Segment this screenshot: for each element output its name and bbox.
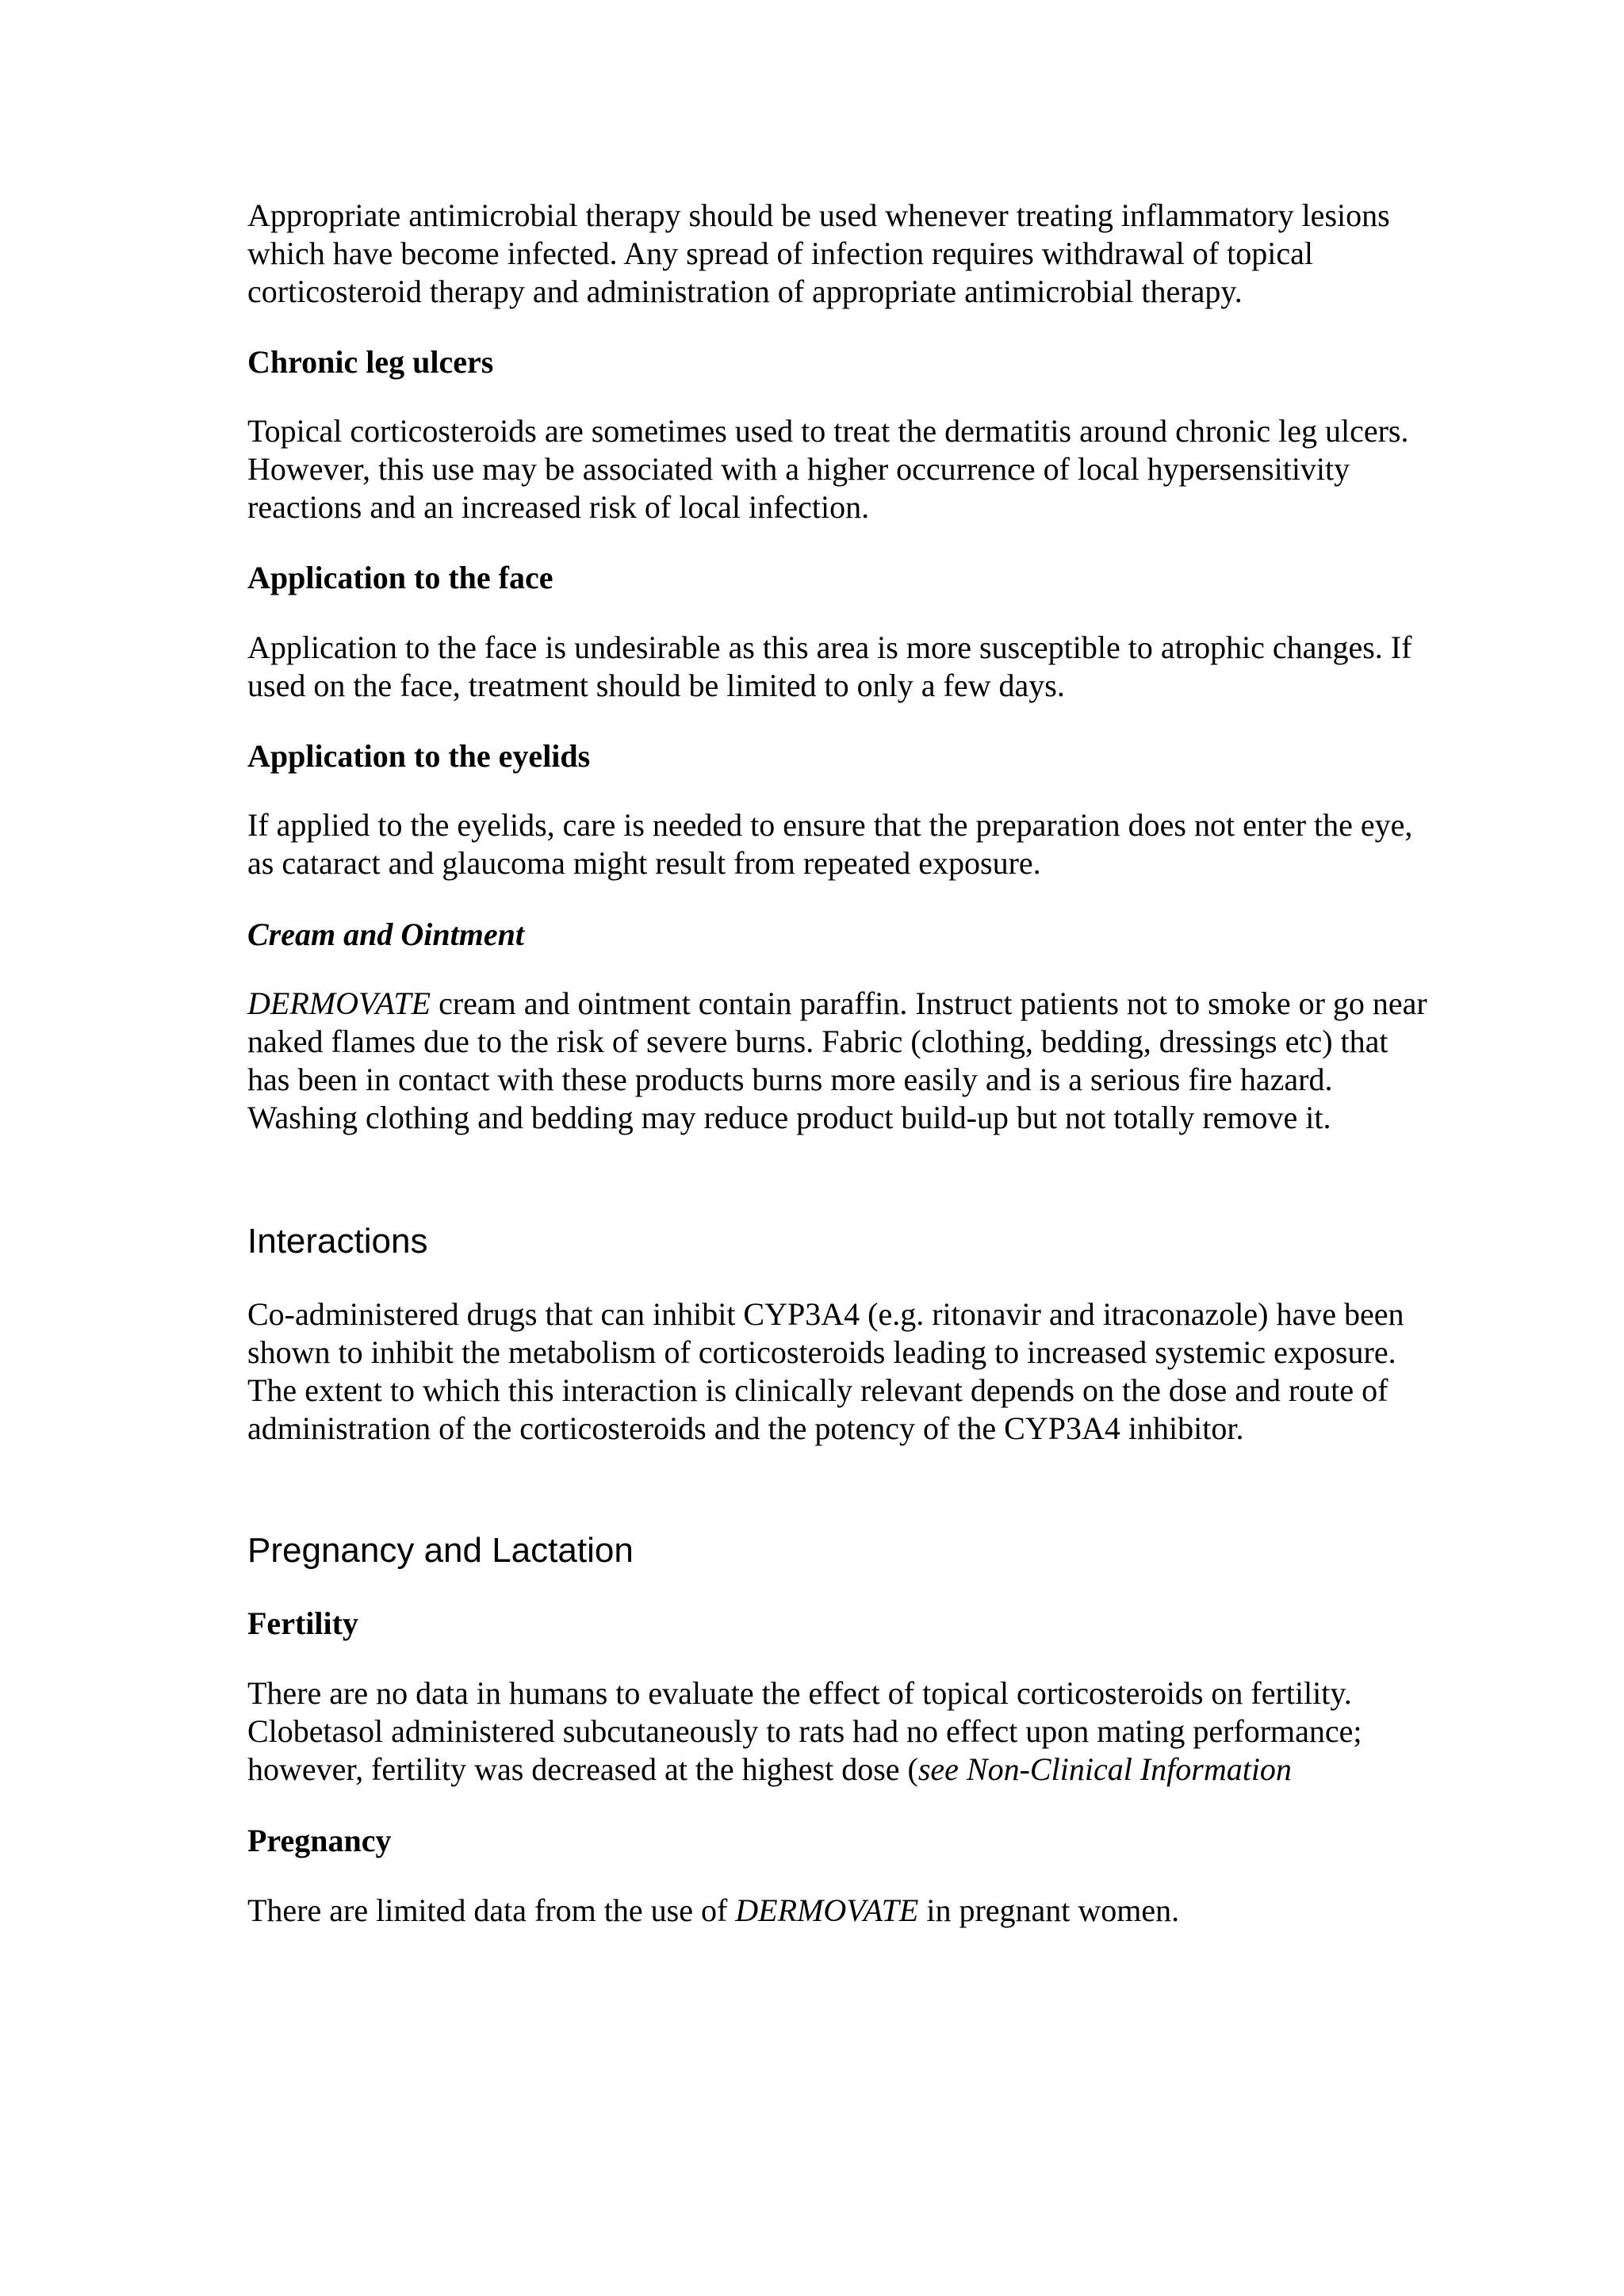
cross-reference: see Non-Clinical Information [917, 1751, 1292, 1787]
brand-name: DERMOVATE [735, 1892, 919, 1928]
paragraph-text: in pregnant women. [918, 1892, 1180, 1928]
paragraph-cream-ointment [247, 985, 1437, 1137]
paragraph-text: There are limited data from the use of [247, 1892, 736, 1928]
paragraph-chronic-leg-ulcers: Topical corticosteroids are sometimes used to treat the dermatitis around chronic leg ulcers. However, this use may be associated with a higher occurrence of local hypersensitivity reactions and an increased risk of local infection. [247, 413, 1409, 525]
paragraph-application-face: Application to the face is undesirable as this area is more susceptible to atrophic changes. If used on the face, treatment should be limited to only a few days. [247, 629, 1412, 703]
paragraph-antimicrobial-therapy: Appropriate antimicrobial therapy should be used whenever treating inflammatory lesions which have become infected. Any spread of infection requires withdrawal of topical corticosteroid therapy and administration of appropriate antimicrobial therapy. [247, 197, 1390, 309]
brand-name: DERMOVATE [247, 985, 431, 1021]
subheading-application-eyelids: Application to the eyelids [247, 738, 591, 774]
paragraph-interactions: Co-administered drugs that can inhibit CYP3A4 (e.g. ritonavir and itraconazole) have been shown to inhibit the metabolism of corticosteroids leading to increased systemic exposure. The extent to which this interaction is clinically relevant depends on the dose and route of administration of the corticosteroids and the potency of the CYP3A4 inhibitor. [247, 1296, 1404, 1446]
subheading-fertility: Fertility [247, 1605, 358, 1641]
paragraph-pregnancy [247, 1892, 1437, 1930]
paragraph-text: There are no data in humans to evaluate the effect of topical corticosteroids on fertility. Clobetasol administered subcutaneously to rats had no effect upon mating performance; however, fertility was decreased at the highest dose ( [247, 1675, 1362, 1787]
subheading-pregnancy: Pregnancy [247, 1823, 392, 1858]
section-heading-pregnancy-lactation: Pregnancy and Lactation [247, 1531, 634, 1570]
subheading-application-face: Application to the face [247, 560, 553, 595]
subheading-chronic-leg-ulcers: Chronic leg ulcers [247, 344, 494, 380]
paragraph-fertility [247, 1674, 1437, 1789]
paragraph-text: cream and ointment contain paraffin. Instruct patients not to smoke or go near naked flames due to the risk of severe burns. Fabric (clothing, bedding, dressings etc) that has been in contact with these products burns more easily and is a serious fire hazard. Washing clothing and bedding may reduce product build-up but not totally remove it. [247, 985, 1427, 1135]
subheading-cream-ointment: Cream and Ointment [247, 916, 524, 952]
section-heading-interactions: Interactions [247, 1222, 428, 1261]
paragraph-application-eyelids: If applied to the eyelids, care is needed to ensure that the preparation does not enter the eye, as cataract and glaucoma might result from repeated exposure. [247, 807, 1413, 881]
